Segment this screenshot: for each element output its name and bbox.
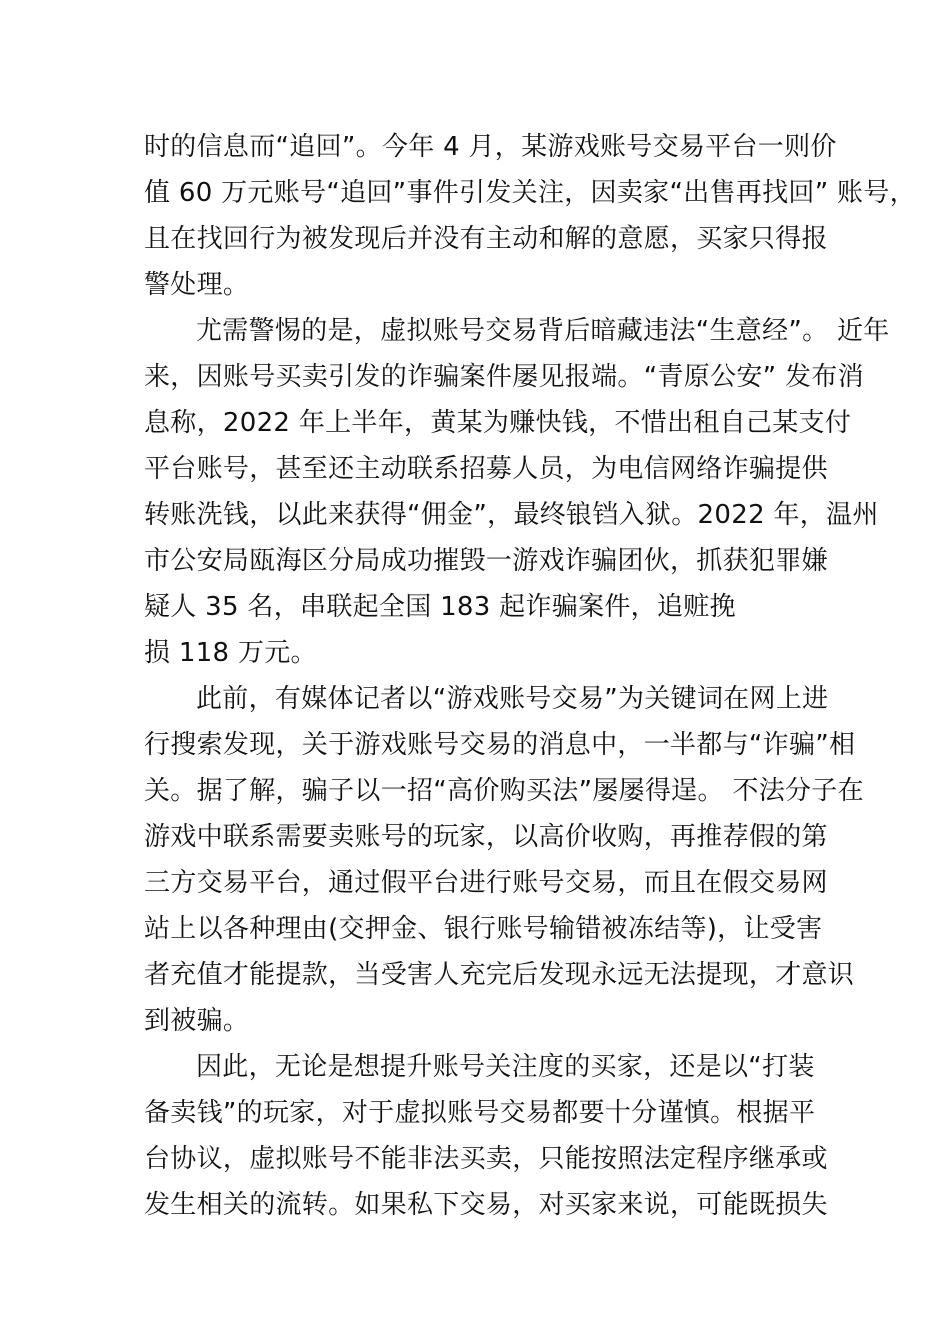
text-line: 市公安局瓯海区分局成功摧毁一游戏诈骗团伙，抓获犯罪嫌 [144,546,828,576]
text-line: 到被骗。 [144,1006,250,1036]
paragraph-p4 [144,1044,828,1228]
text-line: 警处理。 [144,270,250,300]
text-line: 备卖钱”的玩家，对于虚拟账号交易都要十分谨慎。根据平 [144,1098,816,1128]
paragraph-p2 [144,308,890,676]
text-line: 时的信息而“追回”。今年 4 月，某游戏账号交易平台一则价 [144,132,837,162]
text-line: 值 60 万元账号“追回”事件引发关注，因卖家“出售再找回” 账号， [144,178,916,208]
text-line: 行搜索发现，关于游戏账号交易的消息中，一半都与“诈骗”相 [144,730,856,760]
text-line: 此前，有媒体记者以“游戏账号交易”为关键词在网上进 [196,684,829,714]
text-line: 三方交易平台，通过假平台进行账号交易，而且在假交易网 [144,868,828,898]
text-line: 游戏中联系需要卖账号的玩家，以高价收购，再推荐假的第 [144,822,828,852]
text-line: 来，因账号买卖引发的诈骗案件屡见报端。“青原公安” 发布消 [144,362,864,392]
text-line: 站上以各种理由(交押金、银行账号输错被冻结等)，让受害 [144,914,823,944]
text-line: 尤需警惕的是，虚拟账号交易背后暗藏违法“生意经”。 近年 [196,316,890,346]
text-line: 息称，2022 年上半年，黄某为赚快钱，不惜出租自己某支付 [144,408,852,438]
text-line: 者充值才能提款，当受害人充完后发现永远无法提现，才意识 [144,960,855,990]
text-line: 因此，无论是想提升账号关注度的买家，还是以“打装 [196,1052,815,1082]
paragraph-p3 [144,676,864,1044]
text-line: 损 118 万元。 [144,638,317,668]
article-body [144,124,916,1228]
text-line: 关。据了解，骗子以一招“高价购买法”屡屡得逞。 不法分子在 [144,776,864,806]
text-line: 发生相关的流转。如果私下交易，对买家来说，可能既损失 [144,1190,828,1220]
text-line: 平台账号，甚至还主动联系招募人员，为电信网络诈骗提供 [144,454,828,484]
text-line: 转账洗钱，以此来获得“佣金”，最终锒铛入狱。2022 年，温州 [144,500,879,530]
text-line: 且在找回行为被发现后并没有主动和解的意愿，买家只得报 [144,224,828,254]
text-line: 台协议，虚拟账号不能非法买卖，只能按照法定程序继承或 [144,1144,828,1174]
text-line: 疑人 35 名，串联起全国 183 起诈骗案件，追赃挽 [144,592,736,622]
paragraph-p1 [144,124,916,308]
